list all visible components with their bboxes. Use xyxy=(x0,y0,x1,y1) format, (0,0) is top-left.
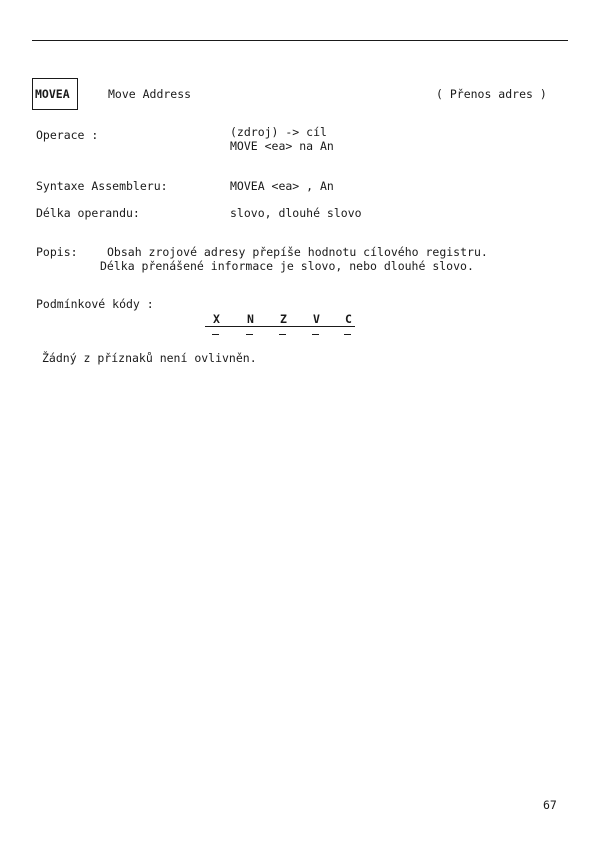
cc-dash-n xyxy=(246,334,253,335)
operation-label: Operace : xyxy=(36,128,99,142)
instruction-czech-name: ( Přenos adres ) xyxy=(436,87,547,101)
cc-flag-v: V xyxy=(313,312,320,326)
cc-dash-c xyxy=(344,334,351,335)
flags-note: Žádný z příznaků není ovlivněn. xyxy=(42,351,257,365)
top-rule xyxy=(32,40,568,41)
operand-size-value: slovo, dlouhé slovo xyxy=(230,206,362,220)
cc-dash-x xyxy=(212,334,219,335)
cc-flag-x: X xyxy=(213,312,220,326)
cc-flag-n: N xyxy=(247,312,254,326)
instruction-name: Move Address xyxy=(108,87,192,101)
cc-dash-z xyxy=(279,334,286,335)
operand-size-label: Délka operandu: xyxy=(36,206,140,220)
page-number: 67 xyxy=(543,798,557,812)
operation-line-1: (zdroj) -> cíl xyxy=(230,125,327,139)
instruction-mnemonic: MOVEA xyxy=(35,87,70,101)
description-line-2: Délka přenášené informace je slovo, nebo dlouhé slovo. xyxy=(100,259,474,273)
cc-flag-c: C xyxy=(345,312,352,326)
operation-line-2: MOVE <ea> na An xyxy=(230,139,334,153)
syntax-value: MOVEA <ea> , An xyxy=(230,179,334,193)
description-label: Popis: xyxy=(36,245,78,259)
cc-dash-v xyxy=(312,334,319,335)
cc-flag-z: Z xyxy=(280,312,287,326)
description-line-1: Obsah zrojové adresy přepíše hodnotu cílového registru. xyxy=(107,245,488,259)
syntax-label: Syntaxe Assembleru: xyxy=(36,179,168,193)
condition-codes-label: Podmínkové kódy : xyxy=(36,297,154,311)
cc-underline xyxy=(205,326,355,327)
